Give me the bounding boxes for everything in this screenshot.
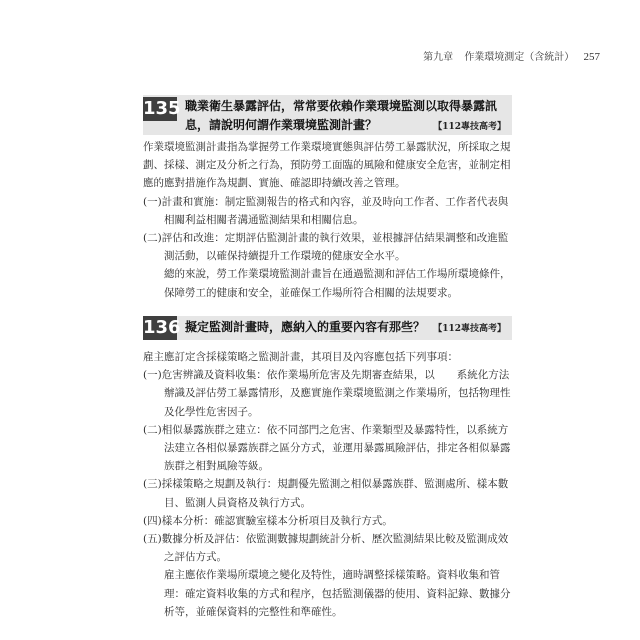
question-line-1: 職業衛生暴露評估，常常要依賴作業環境監測以取得暴露訊 [185,99,498,113]
answer-item-part: 系統化方法辦識及評估勞工暴露情形，及應實施作業環境監測之作業場所，包括物理性及化學性危害因子。 [164,369,511,418]
answer-item: (一)計畫和實施：制定監測報告的格式和內容，並及時向工作者、工作者代表與相關利益相關者溝通監測結果和相關信息。 [143,195,509,226]
chapter-label: 第九章 [423,52,454,63]
answer-135 [143,138,512,302]
answer-intro: 雇主應訂定含採樣策略之監測計畫，其項目及內容應包括下列事項： [143,351,458,363]
answer-item [143,366,512,421]
question-text [185,97,506,137]
question-135-box [143,95,512,135]
question-line-2: 息，請說明何謂作業環境監測計畫？ [185,118,378,132]
exam-tag: 【112專技高考】 [433,324,506,334]
answer-item-part: (一)危害辨識及資料收集：依作業場所危害及先期審查結果，以 [143,369,435,382]
answer-item: (五)數據分析及評估：依監測數據規劃統計分析、歷次監測結果比較及監測成效之評估方式。 [143,533,509,564]
question-136-box [143,316,512,340]
exam-tag: 【112專技高考】 [433,122,506,132]
answer-item: (三)採樣策略之規劃及執行：規劃優先監測之相似暴露族群、監測處所、樣本數目、監測人員資格及執行方式。 [143,478,509,509]
answer-136 [143,348,512,621]
answer-intro: 作業環境監測計畫指為掌握勞工作業環境實態與評估勞工暴露狀況，所採取之規劃、採樣、測定及分析之行為，預防勞工面臨的風險和健康安全危害，並制定相應的應對措施作為規劃、實施、確認即持續改善之管理。 [143,141,511,190]
answer-item: (四)樣本分析：確認實驗室樣本分析項目及執行方式。 [143,514,393,527]
question-text [185,318,506,339]
question-number: 135 [143,98,181,119]
chapter-title: 作業環境測定（含統計） [464,52,575,63]
page-header [300,48,600,63]
answer-conclusion: 總的來說，勞工作業環境監測計畫旨在通過監測和評估工作場所環境條件，保障勞工的健康和安全，並確保工作場所符合相關的法規要求。 [164,268,511,299]
answer-conclusion: 雇主應依作業場所環境之變化及特性，適時調整採樣策略。資料收集和管理：確定資料收集的方式和程序，包括監測儀器的使用、資料記錄、數據分析等，並確保資料的完整性和準確性。 [164,569,511,618]
answer-item: (二)評估和改進：定期評估監測計畫的執行效果，並根據評估結果調整和改進監測活動，以確保持續提升工作環境的健康安全水平。 [143,232,509,263]
question-number: 136 [143,317,181,338]
page-number: 257 [583,51,600,63]
answer-item: (二)相似暴露族群之建立：依不同部門之危害、作業類型及暴露特性，以系統方法建立各相似暴露族群之區分方式，並運用暴露風險評估，排定各相似暴露族群之相對風險等級。 [143,423,511,473]
question-line-1: 擬定監測計畫時，應納入的重要內容有那些？ [185,320,426,334]
